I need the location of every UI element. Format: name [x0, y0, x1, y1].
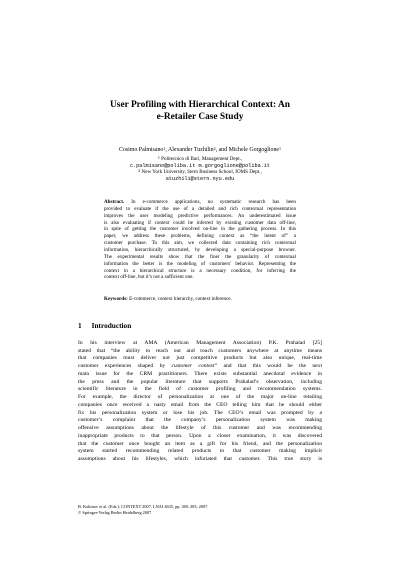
- body-line: that companies must deliver not just competitive products but also unique, real-time: [78, 355, 322, 362]
- section-heading: [78, 321, 131, 330]
- abstract-line: information the better is the modeling of customers' behavior. Representing the: [104, 260, 296, 267]
- affiliation-mark: 1: [157, 155, 160, 160]
- body-line: customer’s complaint that the company’s personalization system was making: [78, 417, 322, 424]
- body-line: fix his personalization system or lose his job. The CEO’s email was prompted by a: [78, 409, 322, 416]
- keywords: [104, 296, 296, 303]
- author-name: Michele Gorgoglione: [228, 147, 280, 153]
- section-title: Introduction: [91, 321, 132, 330]
- abstract-label: Abstract.: [104, 199, 132, 205]
- body-line: main issue for the CRM practitioners. There exists substantial anecdotal evidence in: [78, 370, 322, 377]
- abstract-line: in spite of getting the customer involved on-line in the gathering process. In this: [104, 226, 296, 233]
- footer-citation: B. Kokinov et al. (Eds.): CONTEXT 2007, LNAI 4635, pp. 369–383, 2007.: [78, 504, 209, 509]
- body-line: that the customer once bought an item as a gift for his friend, and the personalization: [78, 440, 322, 447]
- abstract-line: provided to evaluate if the use of a detailed and rich contextual representation: [104, 205, 296, 212]
- author-affiliation-mark: 1: [163, 146, 166, 151]
- body-line: offensive assumptions about the lifestyle of this customer and was recommending: [78, 425, 322, 432]
- affiliation-1: [0, 156, 400, 163]
- abstract-line: context in a hierarchical structure is a necessary condition, for inferring the: [104, 267, 296, 274]
- author-list: Cosimo Palmisano$^1$, Alexander Tuzhilin$^2$, and Michele Gorgoglione$^1$: [118, 146, 282, 153]
- body-line: For example, the director of personalization at one of the major on-line retailing: [78, 394, 322, 401]
- section-number: 1: [78, 321, 82, 330]
- abstract-line: information, hierarchically structured, by developing a special-purpose browser.: [104, 247, 296, 254]
- author-affiliation-mark: 1: [279, 146, 282, 151]
- keywords-label: Keywords:: [104, 296, 128, 302]
- affiliation-mark: 2: [138, 168, 141, 174]
- author-affiliation-mark: 2: [213, 146, 216, 151]
- emphasis: customer context: [171, 363, 215, 370]
- body-line: stated that “the ability to reach out and touch customers anywhere at anytime means: [78, 347, 322, 354]
- abstract: [104, 199, 296, 281]
- affiliation-text: New York University, Stern Business School, IOMS Dept.,: [141, 169, 262, 176]
- paper-title-line-2: e-Retailer Case Study: [156, 112, 244, 122]
- affiliation-2: [0, 169, 400, 176]
- affiliation-1-emails: c.palmisano@poliba.it m.gorgoglione@poliba.it: [129, 162, 271, 169]
- affiliation-text: Politecnico di Bari, Management Dept.,: [161, 156, 243, 162]
- keywords-text: E-commerce, context hierarchy, context inference.: [129, 296, 232, 302]
- footer-copyright: © Springer-Verlag Berlin Heidelberg 2007: [78, 510, 152, 515]
- author-name: Cosimo Palmisano: [118, 147, 164, 153]
- abstract-line: customer purchase. To this aim, we collected data containing rich contextual: [104, 240, 296, 247]
- paper-title-line-1: User Profiling with Hierarchical Context: An: [110, 100, 290, 110]
- body-line: the press and the popular literature that supports Prahalad’s observation, including: [78, 378, 322, 385]
- body-line: companies once received a nasty email from the CEO telling him that he should either: [78, 401, 322, 408]
- body-line: scientific literature in the field of customer profiling and recommendation systems.: [78, 386, 322, 393]
- abstract-line: is also evaluating if context could be inferred by existing customer data off-line,: [104, 219, 296, 226]
- body-line: customer experiences shaped by customer context” and that this would be the next: [78, 363, 323, 370]
- abstract-body: [104, 199, 296, 281]
- affiliation-2-email: atuzhili@stern.nyu.edu: [165, 175, 235, 182]
- abstract-line: paper, we address these problems, defining context as “the intent of” a: [104, 233, 296, 240]
- body-line: system started recommending related products to that customer making implicit: [78, 448, 322, 455]
- author-name: Alexander Tuzhilin: [167, 147, 214, 153]
- body-line: inappropriate products to that person. Upon a closer examination, it was discovered: [78, 432, 322, 439]
- introduction-body: [78, 340, 322, 464]
- body-line: In his interview at AMA (American Management Association) P.K. Prahalad [25]: [78, 340, 322, 346]
- body-line: assumptions about his lifestyles, which infuriated that customer. This true story is: [78, 456, 322, 463]
- abstract-line: context off-line, but it’s not a sufficient one.: [104, 274, 194, 281]
- abstract-line: improves the user modeling predictive performances. An underestimated issue: [104, 212, 296, 219]
- abstract-line: Abstract. In e-commerce applications, no systematic research has been: [104, 199, 296, 205]
- abstract-line: The experimental results show that the finer the granularity of contextual: [104, 253, 296, 260]
